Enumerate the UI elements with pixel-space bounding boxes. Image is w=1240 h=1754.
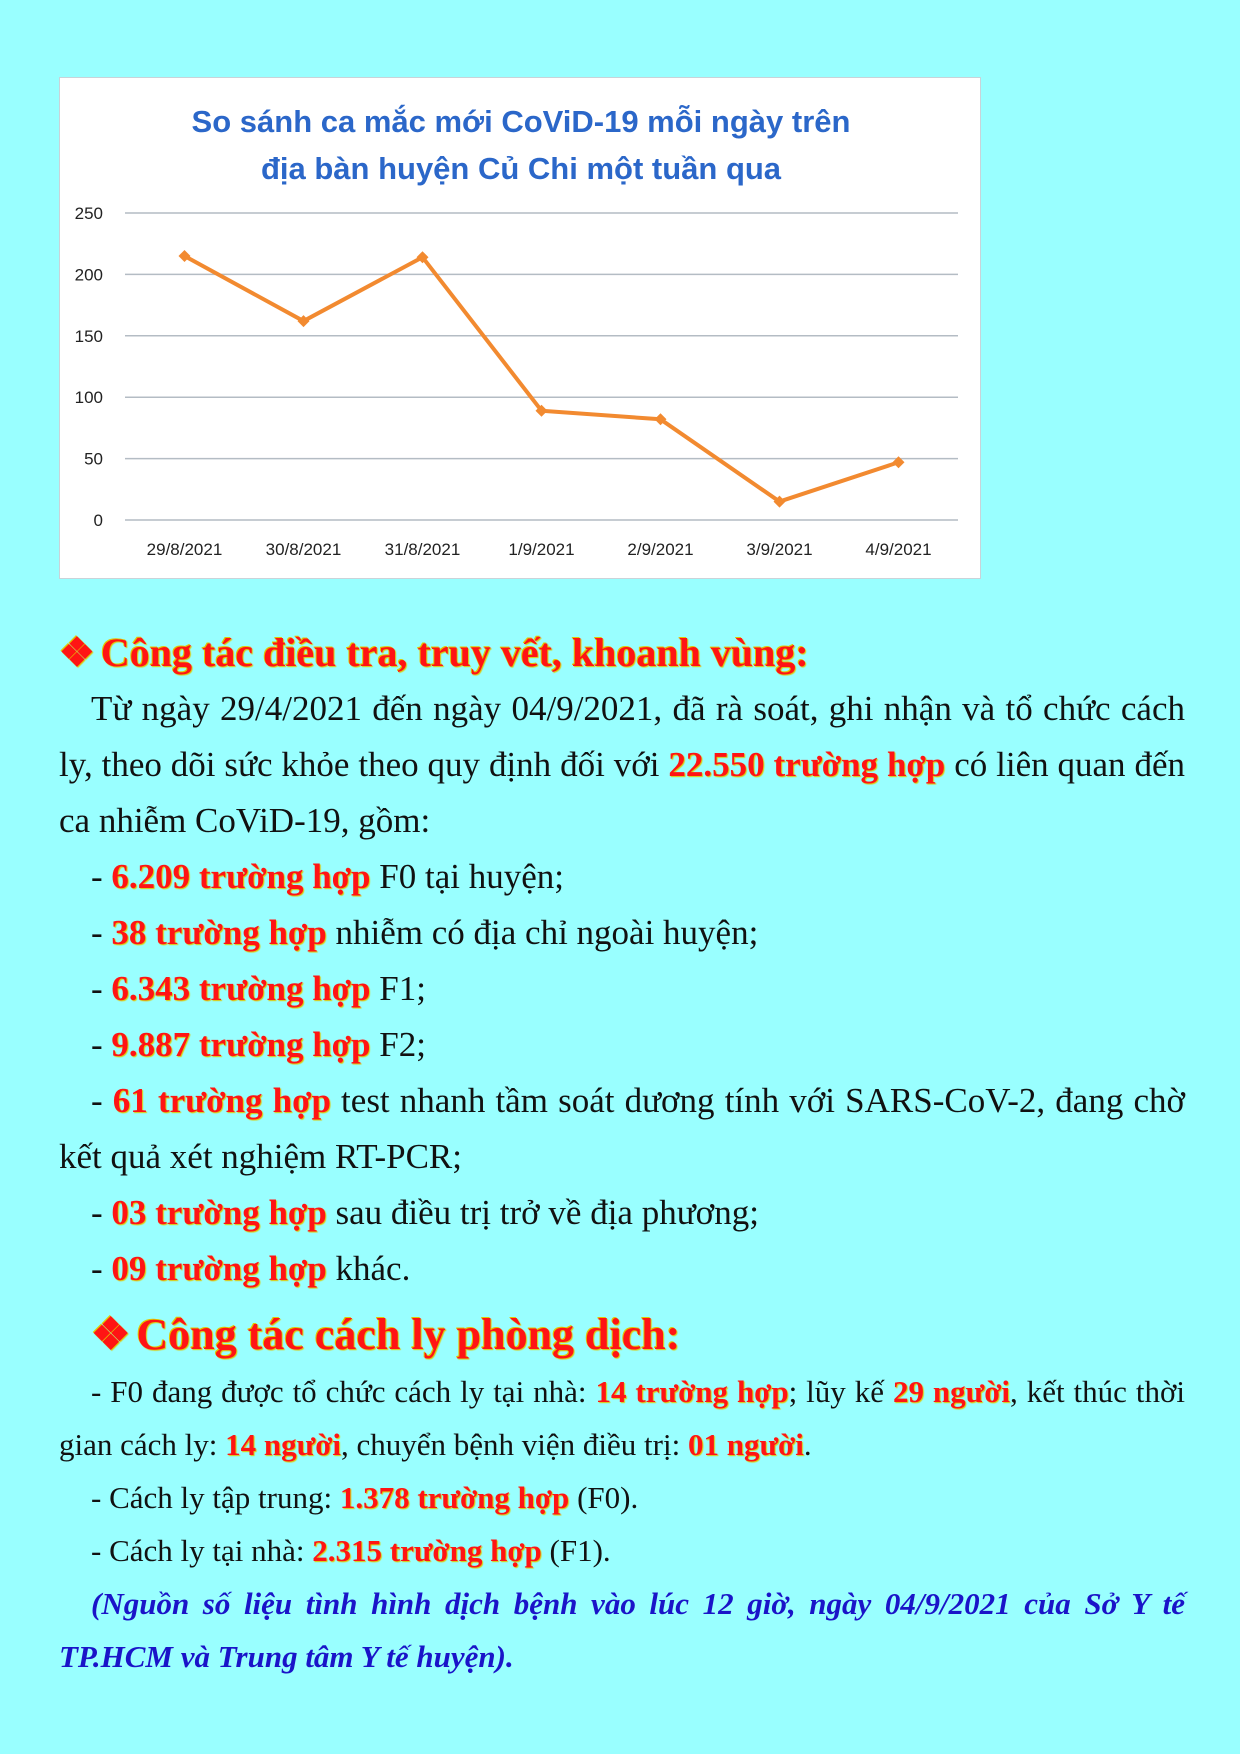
item-text: F0 tại huyện;: [370, 857, 564, 896]
item-text: khác.: [326, 1249, 411, 1288]
highlight: 29 người: [892, 1374, 1011, 1409]
section2-heading: [91, 1305, 1185, 1365]
item-highlight: 6.209 trường hợp: [111, 857, 371, 896]
text: - Cách ly tại nhà:: [91, 1533, 313, 1568]
item-text: nhiễm có địa chỉ ngoài huyện;: [326, 913, 759, 952]
highlight: 01 người: [687, 1427, 804, 1462]
list-item: [59, 905, 1185, 961]
centralized-quarantine: [59, 1471, 1185, 1524]
text: - F0 đang được tổ chức cách ly tại nhà:: [91, 1374, 596, 1409]
item-text: test nhanh tầm soát dương tính với SARS-CoV-2, đang chờ kết quả xét nghiệm RT-PCR;: [59, 1081, 1186, 1176]
list-item: [59, 849, 1185, 905]
x-tick-label: 2/9/2021: [627, 540, 694, 559]
item-dash: -: [91, 969, 112, 1008]
text: , kết thúc thời gian cách ly:: [59, 1374, 1185, 1462]
report-content: [59, 625, 1185, 1683]
section1-heading-text: Công tác điều tra, truy vết, khoanh vùng:: [100, 630, 809, 675]
text: , chuyển bệnh viện điều trị:: [341, 1427, 688, 1462]
x-tick-label: 1/9/2021: [508, 540, 575, 559]
y-tick-label: 50: [84, 449, 103, 469]
chart-container: [59, 77, 981, 579]
highlight: 2.315 trường hợp: [312, 1533, 542, 1568]
quarantine-section: [59, 1365, 1185, 1577]
item-text: F1;: [370, 969, 426, 1008]
section2-heading-text: Công tác cách ly phòng dịch:: [136, 1310, 681, 1359]
x-tick-label: 3/9/2021: [746, 540, 813, 559]
item-dash: -: [91, 913, 112, 952]
item-dash: -: [91, 857, 112, 896]
y-tick-label: 150: [74, 326, 103, 346]
intro-text-end: có liên quan đến ca nhiễm CoViD-19, gồm:: [59, 745, 1185, 840]
intro-highlight: 22.550 trường hợp: [668, 745, 946, 784]
highlight: 1.378 trường hợp: [339, 1480, 570, 1515]
x-tick-label: 29/8/2021: [146, 540, 223, 559]
item-text: F2;: [370, 1025, 426, 1064]
chart-title-line1: So sánh ca mắc mới CoViD-19 mỗi ngày trên: [191, 104, 851, 139]
item-highlight: 9.887 trường hợp: [111, 1025, 371, 1064]
case-list: [59, 849, 1185, 1297]
section1-intro: [59, 681, 1185, 849]
text: ; lũy kế: [788, 1374, 893, 1409]
diamond-bullet-icon: ❖: [91, 1310, 131, 1359]
diamond-bullet-icon: ❖: [59, 630, 95, 675]
y-tick-label: 100: [74, 388, 103, 408]
item-highlight: 09 trường hợp: [111, 1249, 327, 1288]
item-dash: -: [91, 1249, 112, 1288]
item-highlight: 6.343 trường hợp: [111, 969, 371, 1008]
highlight: 14 người: [225, 1427, 342, 1462]
x-tick-label: 4/9/2021: [865, 540, 932, 559]
item-highlight: 61 trường hợp: [112, 1081, 331, 1120]
list-item: [59, 1073, 1185, 1185]
section1-heading: [59, 625, 1185, 681]
item-highlight: 38 trường hợp: [111, 913, 327, 952]
x-tick-label: 30/8/2021: [265, 540, 342, 559]
item-dash: -: [91, 1025, 112, 1064]
x-tick-label: 31/8/2021: [384, 540, 461, 559]
list-item: [59, 1017, 1185, 1073]
y-tick-label: 250: [74, 204, 103, 223]
item-highlight: 03 trường hợp: [111, 1193, 327, 1232]
list-item: [59, 1241, 1185, 1297]
highlight: 14 trường hợp: [595, 1374, 789, 1409]
line-chart: [60, 78, 982, 580]
home-quarantine: [59, 1524, 1185, 1577]
y-tick-label: 200: [74, 265, 103, 285]
item-text: sau điều trị trở về địa phương;: [326, 1193, 759, 1232]
intro-text: Từ ngày 29/4/2021 đến ngày 04/9/2021, đã rà soát, ghi nhận và tổ chức cách ly, theo dõi sức khỏe theo quy định đối với: [59, 689, 1185, 784]
text: - Cách ly tập trung:: [91, 1480, 340, 1515]
data-source-note: (Nguồn số liệu tình hình dịch bệnh vào lúc 12 giờ, ngày 04/9/2021 của Sở Y tế TP.HCM và Trung tâm Y tế huyện).: [59, 1586, 1185, 1674]
series-line: [185, 256, 899, 502]
list-item: [59, 961, 1185, 1017]
list-item: [59, 1185, 1185, 1241]
home-f0-paragraph: [59, 1365, 1185, 1471]
text: (F1).: [541, 1533, 611, 1568]
text: .: [803, 1427, 812, 1462]
text: (F0).: [569, 1480, 639, 1515]
chart-title-line2: địa bàn huyện Củ Chi một tuần qua: [260, 151, 782, 186]
item-dash: -: [91, 1193, 112, 1232]
y-tick-label: 0: [93, 511, 103, 530]
item-dash: -: [91, 1081, 113, 1120]
